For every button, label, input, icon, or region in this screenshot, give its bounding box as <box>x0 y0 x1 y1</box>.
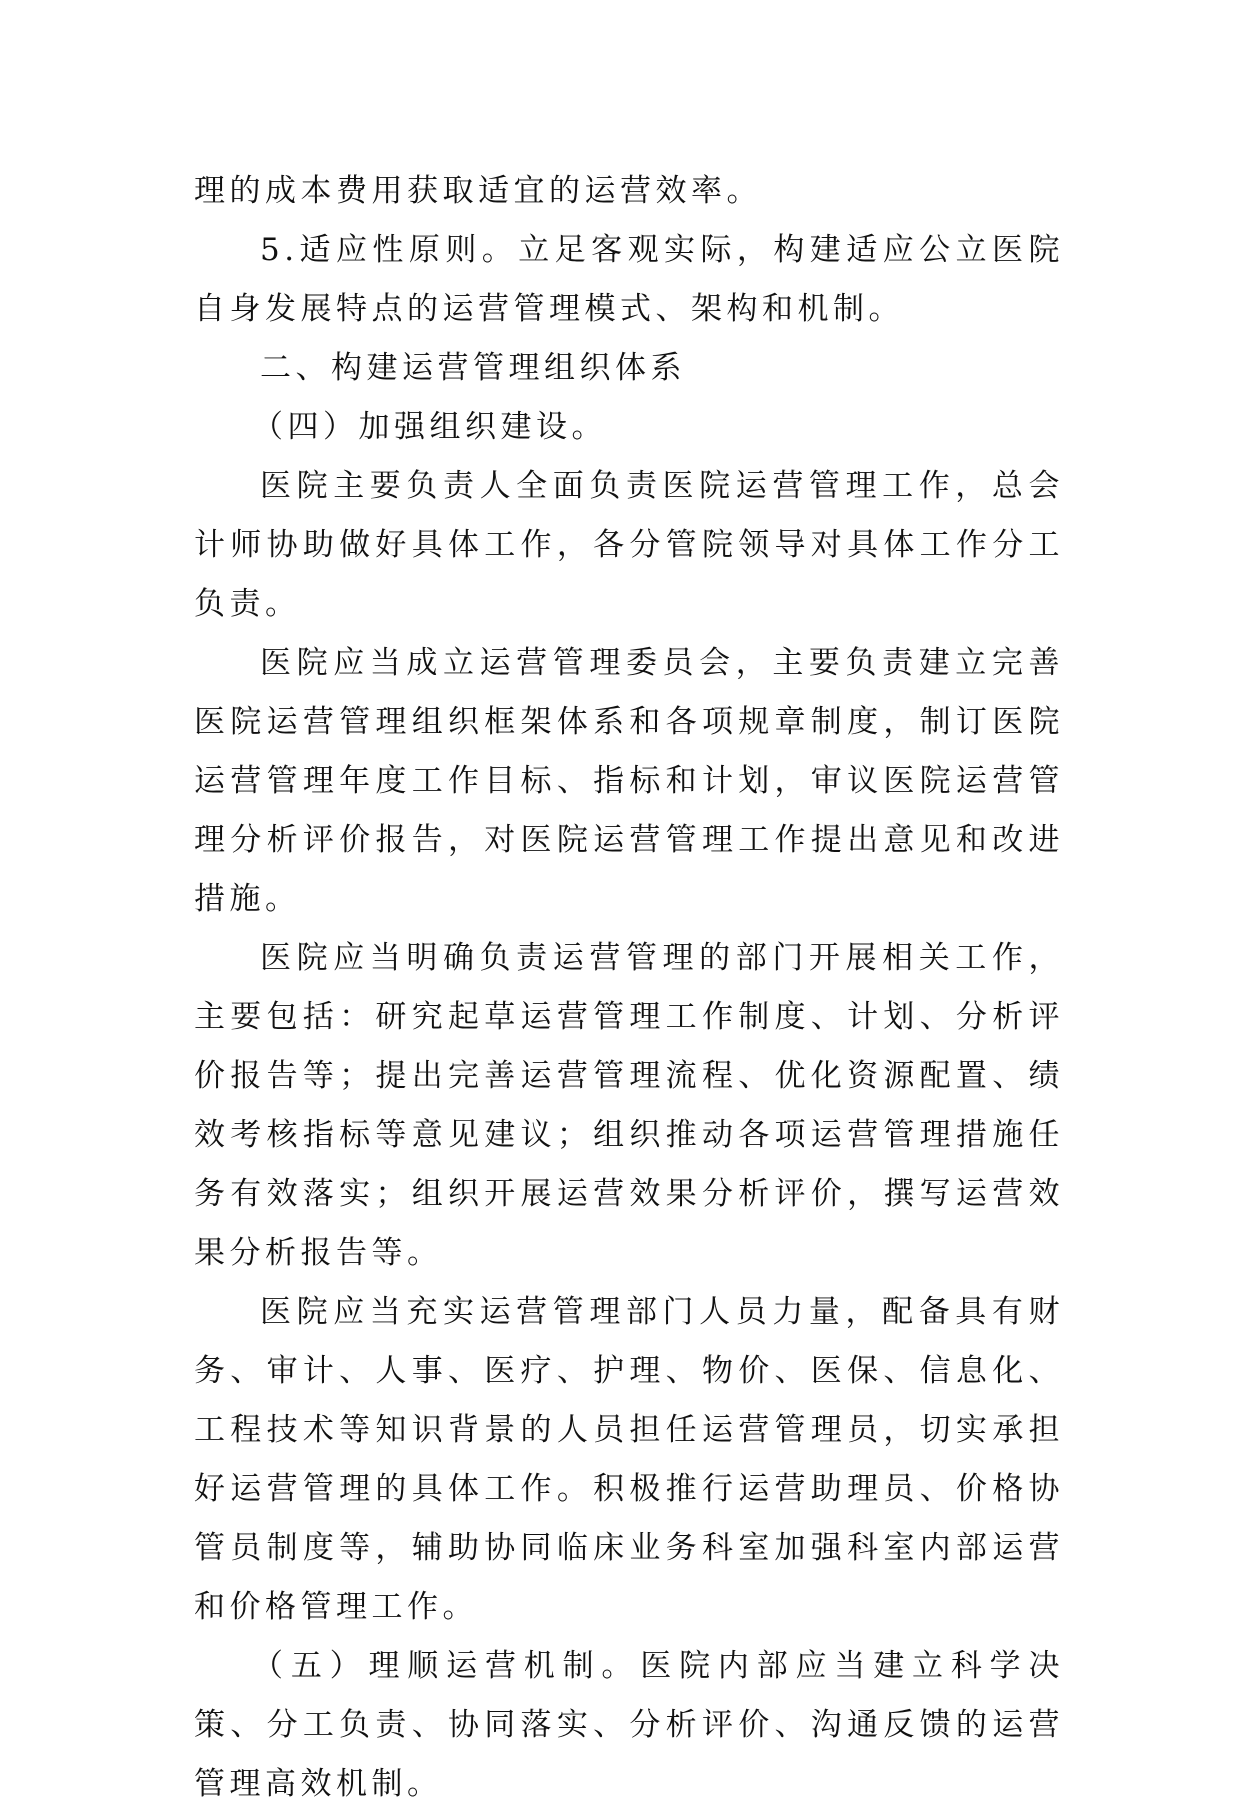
paragraph-leadership: 医院主要负责人全面负责医院运营管理工作，总会计师协助做好具体工作，各分管院领导对具体工作分工负责。 <box>194 468 1064 622</box>
paragraph-adaptability-principle: 5.适应性原则。立足客观实际，构建适应公立医院自身发展特点的运营管理模式、架构和机制。 <box>194 232 1064 327</box>
paragraph-mechanism: （五）理顺运营机制。医院内部应当建立科学决策、分工负责、协同落实、分析评价、沟通反馈的运营管理高效机制。 <box>194 1648 1064 1802</box>
document-body <box>194 162 1064 1814</box>
paragraph-staffing: 医院应当充实运营管理部门人员力量，配备具有财务、审计、人事、医疗、护理、物价、医保、信息化、工程技术等知识背景的人员担任运营管理员，切实承担好运营管理的具体工作。积极推行运营助理员、价格协管员制度等，辅助协同临床业务科室加强科室内部运营和价格管理工作。 <box>194 1294 1064 1625</box>
paragraph-committee: 医院应当成立运营管理委员会，主要负责建立完善医院运营管理组织框架体系和各项规章制度，制订医院运营管理年度工作目标、指标和计划，审议医院运营管理分析评价报告，对医院运营管理工作提出意见和改进措施。 <box>194 645 1064 917</box>
section-heading: 二、构建运营管理组织体系 <box>260 350 686 386</box>
paragraph-continuation: 理的成本费用获取适宜的运营效率。 <box>194 173 762 209</box>
subsection-heading: （四）加强组织建设。 <box>252 409 607 445</box>
paragraph-department: 医院应当明确负责运营管理的部门开展相关工作，主要包括：研究起草运营管理工作制度、计划、分析评价报告等；提出完善运营管理流程、优化资源配置、绩效考核指标等意见建议；组织推动各项运营管理措施任务有效落实；组织开展运营效果分析评价，撰写运营效果分析报告等。 <box>194 940 1064 1271</box>
